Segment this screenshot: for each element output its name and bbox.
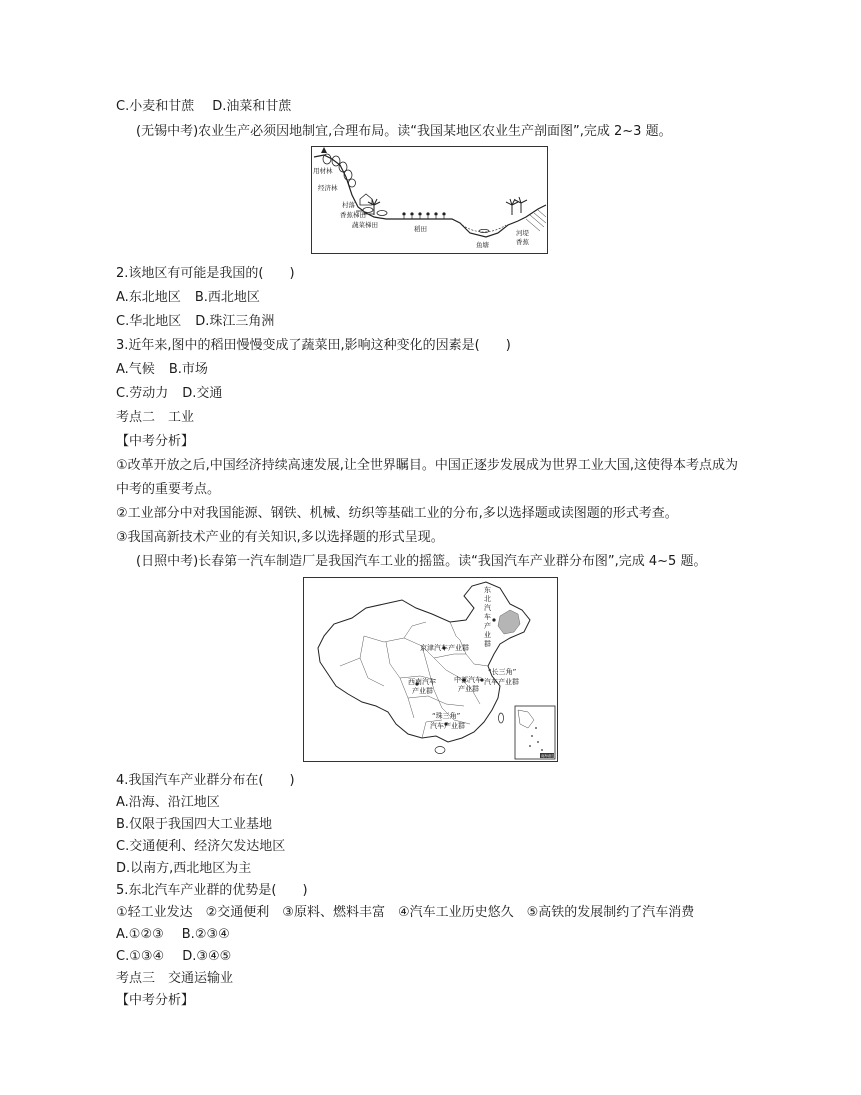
- option-a: A.①②③: [116, 927, 164, 942]
- label-zhusanjiao-2: 汽车产业群: [430, 722, 465, 730]
- option-d: D.③④⑤: [182, 949, 232, 964]
- label-dongbei-5: 产: [484, 622, 491, 630]
- option-4b: B.仅限于我国四大工业基地: [116, 817, 273, 832]
- option-d: D.交通: [182, 386, 223, 401]
- options-2-cd: [116, 314, 274, 330]
- options-5-ab: [116, 927, 230, 943]
- question-4: 4.我国汽车产业群分布在( ): [116, 773, 295, 788]
- label-yongcai: 用材林: [313, 167, 333, 175]
- options-3-cd: [116, 386, 222, 402]
- option-4a: A.沿海、沿江地区: [116, 795, 220, 810]
- label-nanhai: 南海诸岛: [541, 754, 555, 759]
- option-d: D.珠江三角洲: [195, 314, 275, 329]
- option-a: A.东北地区: [116, 290, 181, 305]
- label-dongbei-3: 汽: [484, 604, 491, 612]
- label-changsanjiao-1: “长三角”: [488, 668, 517, 676]
- label-dongbei-6: 业: [484, 631, 491, 639]
- option-a: A.气候: [116, 362, 155, 377]
- label-xinan-2: 产业群: [412, 687, 433, 695]
- section-heading-2: 考点二 工业: [116, 410, 195, 425]
- question-5: 5.东北汽车产业群的优势是( ): [116, 883, 308, 898]
- label-xiangjiao: 香蕉梯田: [340, 211, 366, 219]
- option-b: B.市场: [168, 362, 208, 377]
- label-heshi: 河堤: [516, 229, 529, 237]
- question-intro-4-5: (日照中考)长春第一汽车制造厂是我国汽车工业的摇篮。读“我国汽车产业群分布图”,完成 4~5 题。: [136, 554, 707, 569]
- label-xiangjiao2: 香蕉: [516, 238, 529, 246]
- label-jingji: 经济林: [318, 184, 338, 192]
- options-2-ab: [116, 290, 260, 306]
- auto-industry-map-figure: [303, 577, 558, 762]
- label-zhongbu-2: 产业群: [458, 685, 479, 693]
- label-cunluo: 村落: [342, 201, 355, 209]
- option-b: B.②③④: [181, 927, 230, 942]
- label-daotian: 稻田: [414, 225, 427, 233]
- analysis-para-1b: 中考的重要考点。: [116, 482, 221, 497]
- label-dongbei-7: 群: [484, 640, 491, 648]
- options-3-ab: [116, 362, 208, 378]
- question-3: 3.近年来,图中的稻田慢慢变成了蔬菜田,影响这种变化的因素是( ): [116, 338, 511, 353]
- label-changsanjiao-2: 汽车产业群: [484, 678, 519, 686]
- option-d: D.油菜和甘蔗: [212, 99, 292, 114]
- label-xinan-1: 西南汽车: [408, 678, 436, 686]
- option-c: C.小麦和甘蔗: [116, 99, 195, 114]
- options-5-cd: [116, 949, 231, 965]
- question-2: 2.该地区有可能是我国的( ): [116, 266, 295, 281]
- analysis-para-1a: ①改革开放之后,中国经济持续高速发展,让全世界瞩目。中国正逐步发展成为世界工业大国,这使得本考点成为: [116, 458, 739, 473]
- option-c: C.华北地区: [116, 314, 182, 329]
- label-dongbei-4: 车: [484, 613, 491, 621]
- option-c: C.①③④: [116, 949, 165, 964]
- question-intro-2-3: (无锡中考)农业生产必须因地制宜,合理布局。读“我国某地区农业生产剖面图”,完成 2~3 题。: [136, 124, 672, 139]
- label-zhongbu-1: 中部汽车: [454, 676, 482, 684]
- option-b: B.西北地区: [194, 290, 260, 305]
- analysis-heading-1: 【中考分析】: [116, 434, 195, 449]
- agriculture-profile-figure: [311, 146, 548, 254]
- option-4d: D.以南方,西北地区为主: [116, 861, 252, 876]
- question-5-items: ①轻工业发达 ②交通便利 ③原料、燃料丰富 ④汽车工业历史悠久 ⑤高铁的发展制约了汽车消费: [116, 905, 695, 920]
- analysis-para-2: ②工业部分中对我国能源、钢铁、机械、纺织等基础工业的分布,多以选择题或读图题的形式考查。: [116, 506, 678, 521]
- label-jingjin: 京津汽车产业群: [420, 644, 469, 652]
- label-dongbei-1: 东: [484, 586, 491, 594]
- label-zhusanjiao-1: “珠三角”: [432, 712, 461, 720]
- label-yutang: 鱼塘: [476, 241, 489, 249]
- label-dongbei-2: 北: [484, 595, 491, 603]
- option-c: C.劳动力: [116, 386, 169, 401]
- label-shucai: 蔬菜梯田: [352, 221, 378, 229]
- analysis-heading-2: 【中考分析】: [116, 993, 195, 1008]
- option-line-c-d: [116, 99, 291, 115]
- option-4c: C.交通便利、经济欠发达地区: [116, 839, 286, 854]
- section-heading-3: 考点三 交通运输业: [116, 971, 234, 986]
- analysis-para-3: ③我国高新技术产业的有关知识,多以选择题的形式呈现。: [116, 530, 444, 545]
